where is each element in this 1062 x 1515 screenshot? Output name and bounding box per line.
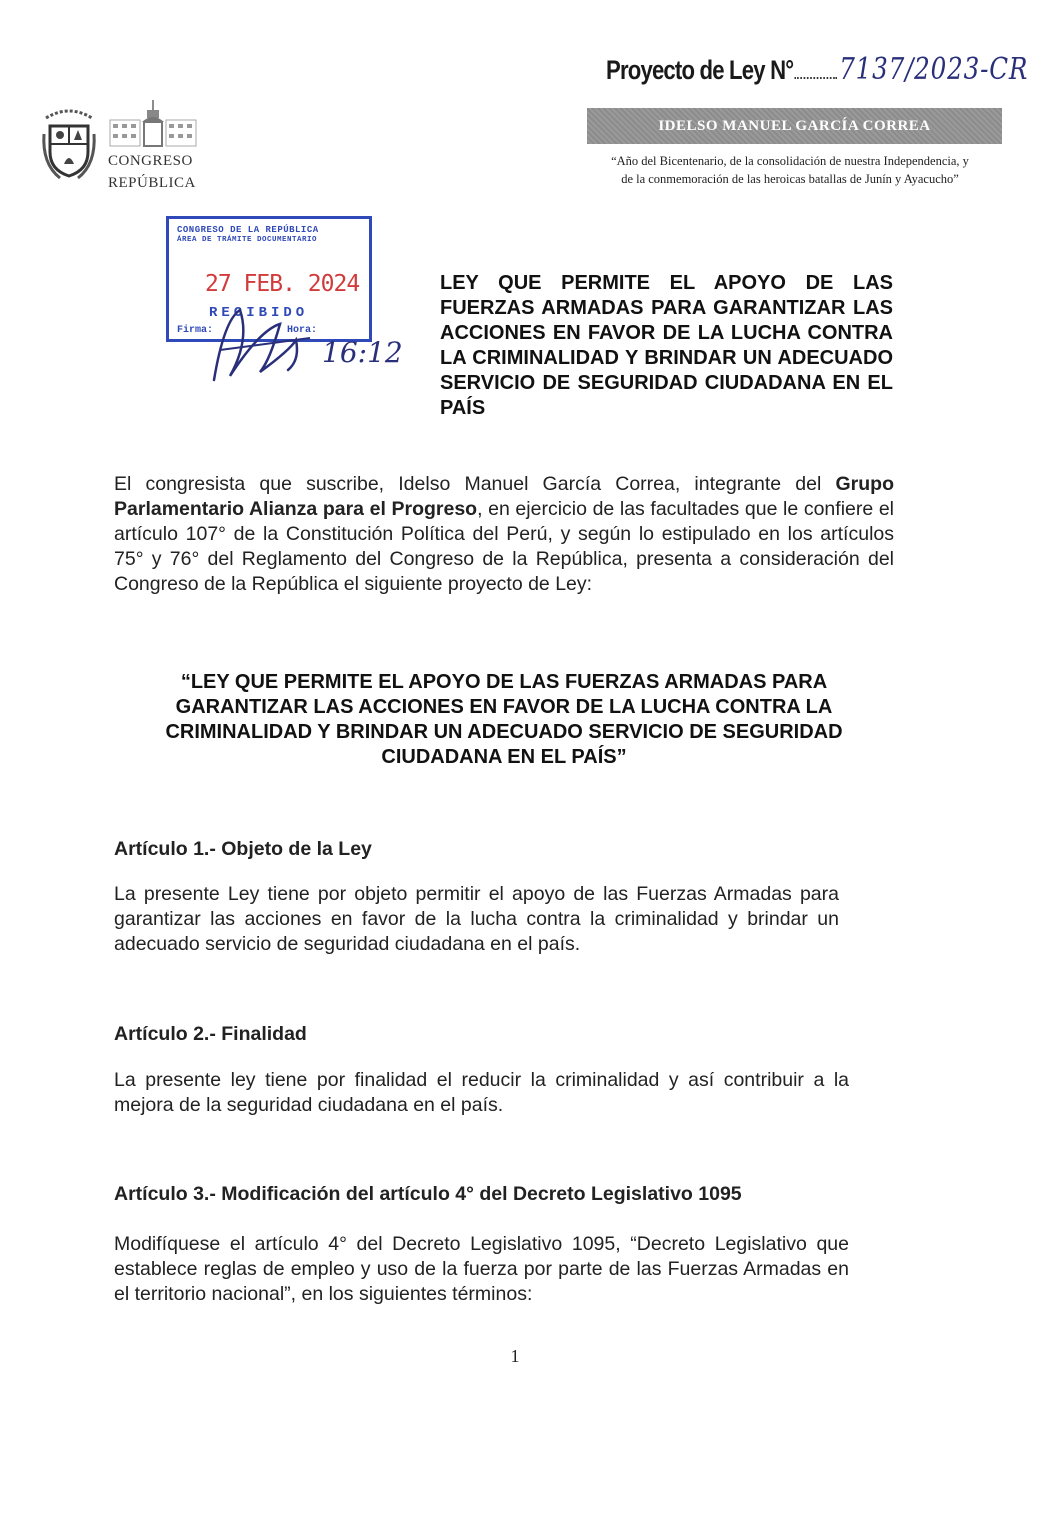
handwritten-time: 16:12 xyxy=(322,336,403,369)
stamp-hora-label: Hora: xyxy=(287,325,318,336)
article-3-text: Modifíquese el artículo 4° del Decreto Legislativo 1095, “Decreto Legislativo que establece reglas de empleo y uso de la fuerza por parte de las Fuerzas Armadas en el territorio nacional”, en los siguientes términos: xyxy=(114,1233,849,1305)
stamp-department: ÁREA DE TRÁMITE DOCUMENTARIO xyxy=(177,236,318,244)
author-name-bar xyxy=(587,108,1002,144)
stamp-institution: CONGRESO DE LA REPÚBLICA xyxy=(177,225,319,235)
intro-paragraph xyxy=(114,472,894,597)
bill-title: LEY QUE PERMITE EL APOYO DE LAS FUERZAS ARMADAS PARA GARANTIZAR LAS ACCIONES EN FAVOR DE LA LUCHA CONTRA LA CRIMINALIDAD Y BRINDAR UN ADECUADO SERVICIO DE SEGURIDAD CIUDADANA EN EL PAÍS xyxy=(440,272,893,419)
bill-number-line xyxy=(606,52,1028,87)
handwritten-signature-icon xyxy=(200,280,420,390)
intro-text-2: , en ejercicio de las facultades que le confiere el artículo 107° de la Constitución Política del Perú, y según lo estipulado en los artículos 75° y 76° del Reglamento del Congreso de la República, presenta a consideración del Congreso de la República el siguiente proyecto de Ley: xyxy=(114,498,894,595)
article-1-heading: Artículo 1.- Objeto de la Ley xyxy=(114,838,372,860)
parliamentary-group: Grupo Parlamentario Alianza para el Progreso xyxy=(114,473,894,520)
dotted-leader xyxy=(795,73,838,79)
year-motto xyxy=(590,152,990,188)
intro-text-1: El congresista que suscribe, Idelso Manuel García Correa, integrante del xyxy=(114,473,836,495)
article-2-text: La presente ley tiene por finalidad el reducir la criminalidad y así contribuir a la mejora de la seguridad ciudadana en el país. xyxy=(114,1069,849,1116)
article-3-heading: Artículo 3.- Modificación del artículo 4° del Decreto Legislativo 1095 xyxy=(114,1183,742,1205)
author-name: IDELSO MANUEL GARCÍA CORREA xyxy=(658,117,931,134)
motto-line-1: “Año del Bicentenario, de la consolidación de nuestra Independencia, y xyxy=(611,154,969,168)
article-2-heading: Artículo 2.- Finalidad xyxy=(114,1023,307,1045)
stamp-received: RECIBIDO xyxy=(209,305,309,321)
institution-name xyxy=(108,150,196,194)
stamp-date: 27 FEB. 2024 xyxy=(205,271,360,297)
coat-of-arms-icon xyxy=(40,104,98,182)
bill-number-handwritten: 7137/2023-CR xyxy=(839,52,1029,87)
page-number: 1 xyxy=(510,1346,520,1366)
motto-line-2: de la conmemoración de las heroicas batallas de Junín y Ayacucho” xyxy=(621,172,959,186)
stamp-firma-label: Firma: xyxy=(177,325,214,336)
law-title: “LEY QUE PERMITE EL APOYO DE LAS FUERZAS ARMADAS PARA GARANTIZAR LAS ACCIONES EN FAVOR DE LA LUCHA CONTRA LA CRIMINALIDAD Y BRINDAR UN ADECUADO SERVICIO DE SEGURIDAD CIUDADANA EN EL PAÍS” xyxy=(165,671,843,768)
institution-line-1: CONGRESO xyxy=(108,153,193,169)
institution-line-2: REPÚBLICA xyxy=(108,175,196,191)
bill-number-label: Proyecto de Ley N° xyxy=(606,55,794,85)
article-1-text: La presente Ley tiene por objeto permitir el apoyo de las Fuerzas Armadas para garantizar las acciones en favor de la lucha contra la criminalidad y brindar un adecuado servicio de seguridad ciudadana en el país. xyxy=(114,883,839,955)
